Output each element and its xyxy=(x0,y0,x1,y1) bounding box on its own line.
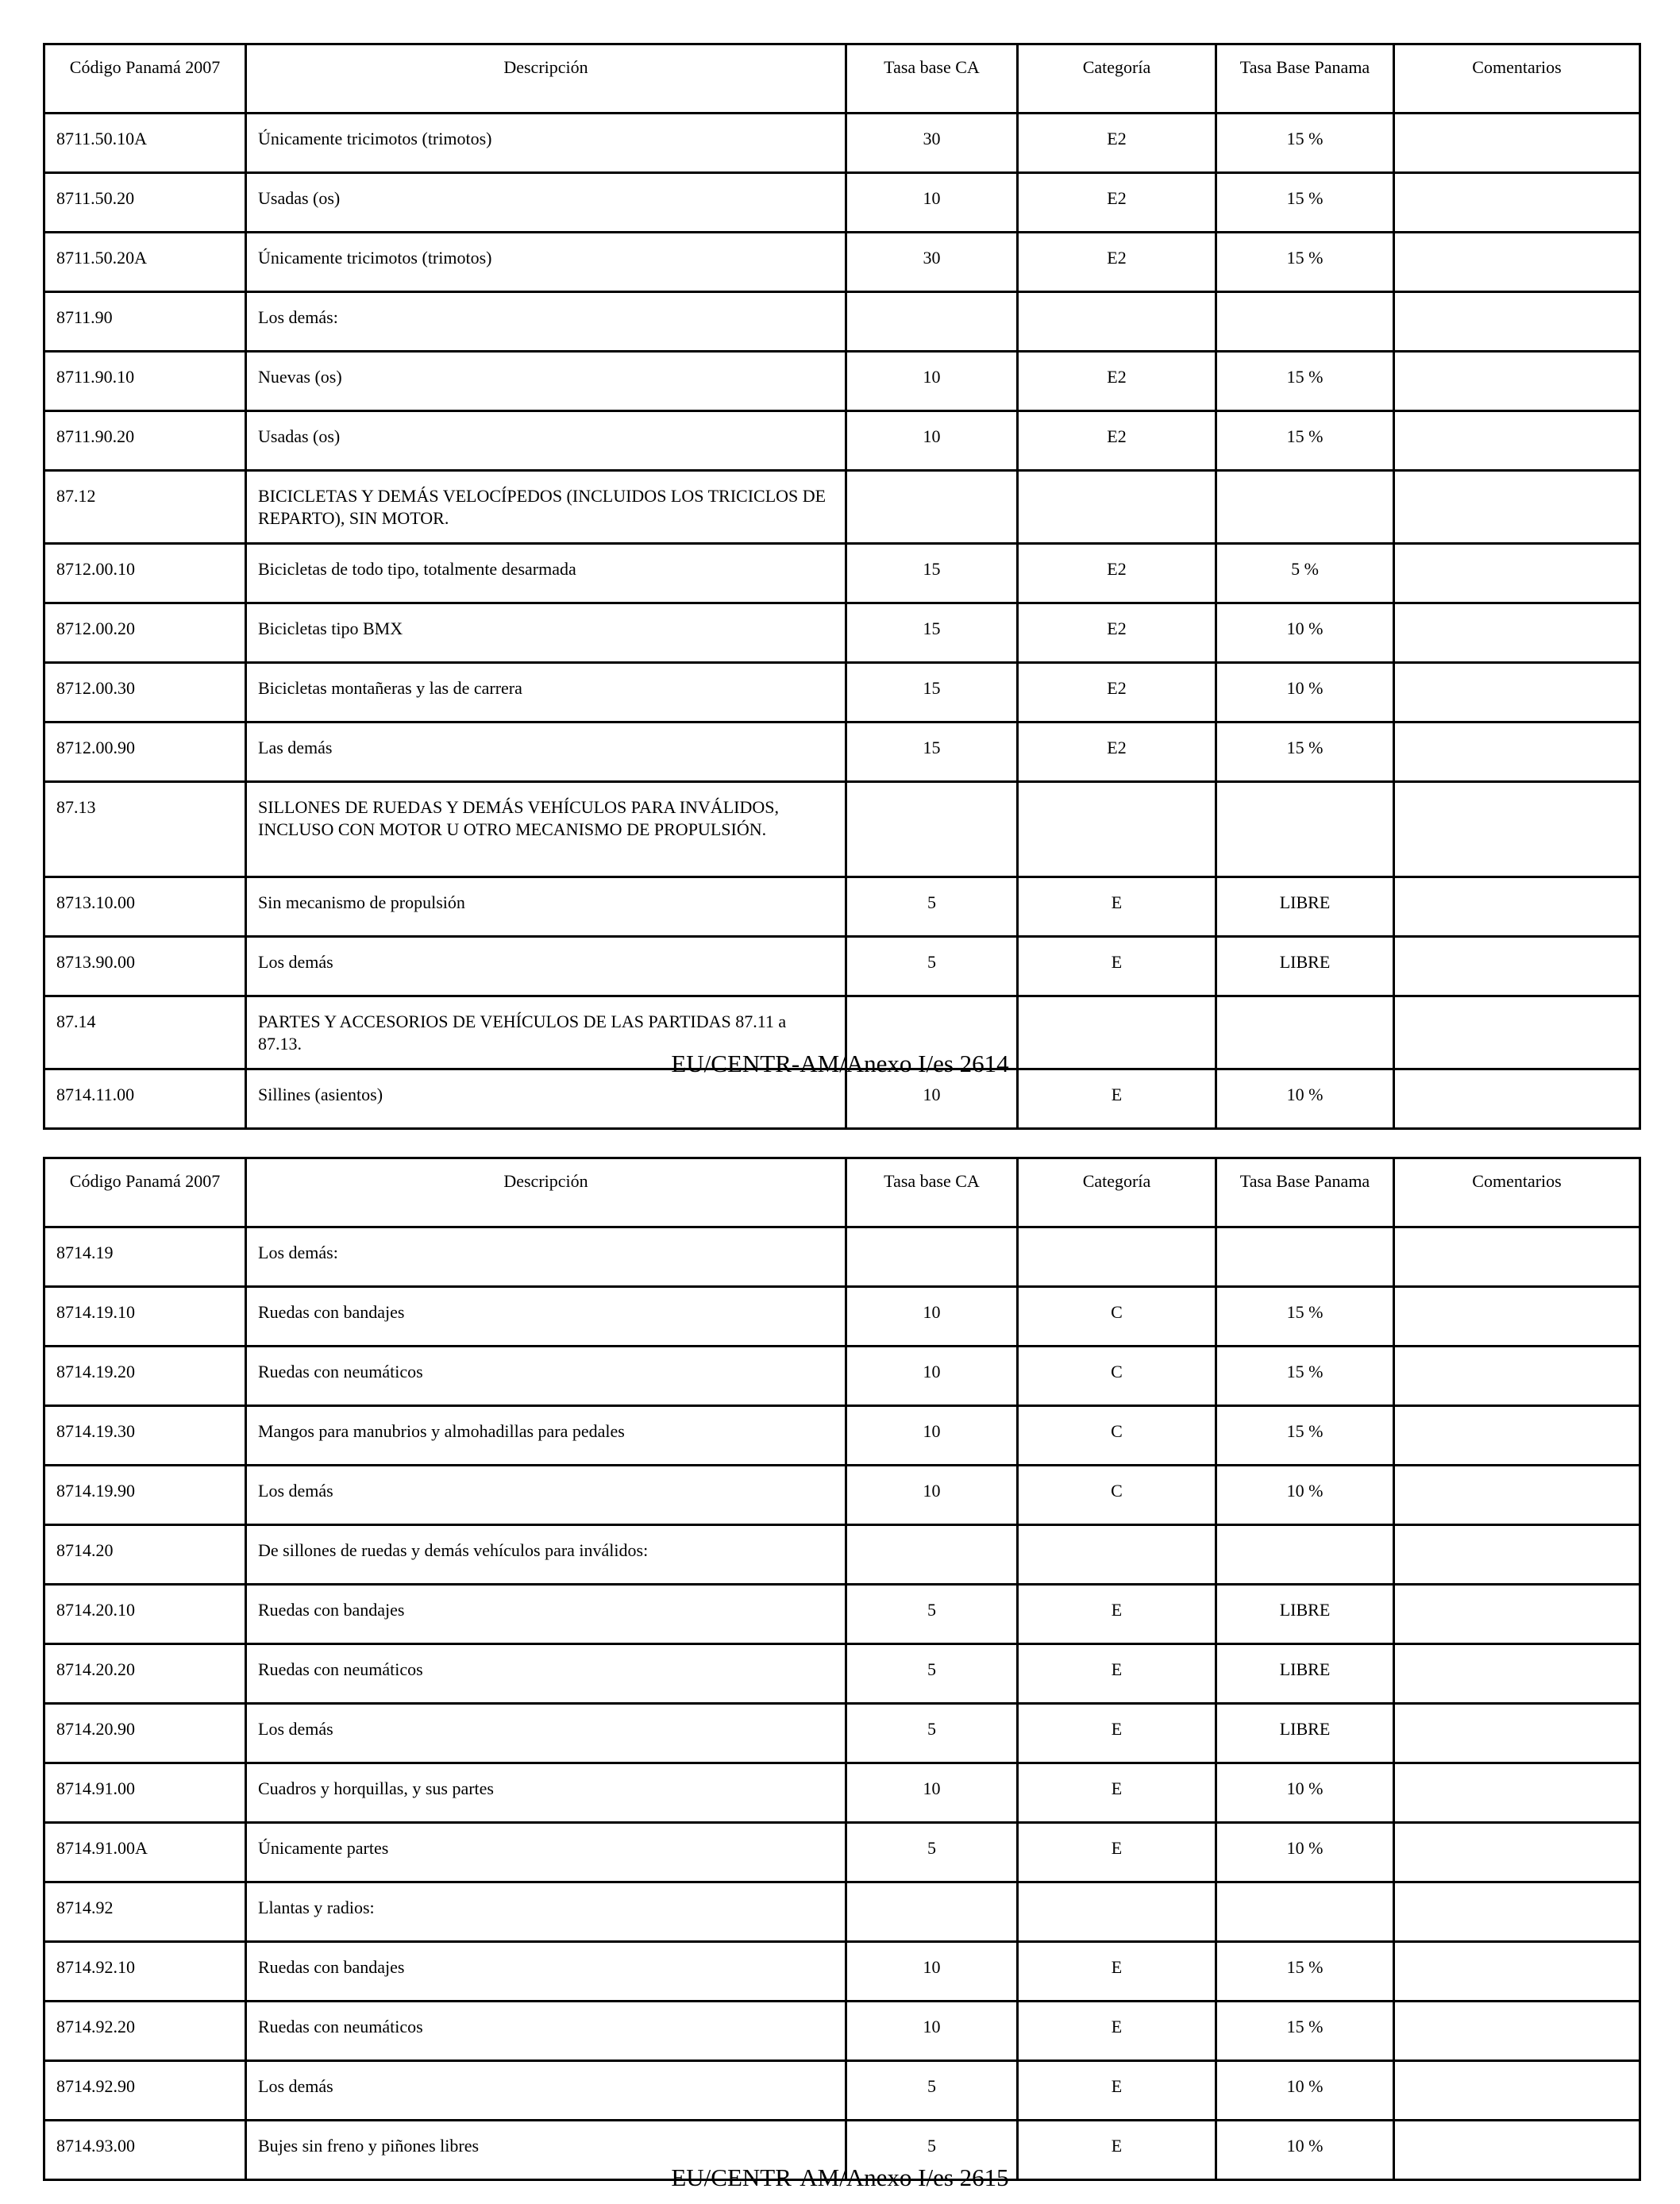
cell-tasa-ca: 10 xyxy=(846,1069,1018,1129)
table-header-row xyxy=(44,44,1640,114)
header-tasa-ca: Tasa base CA xyxy=(846,1158,1018,1227)
cell-tasa-ca: 10 xyxy=(846,352,1018,411)
cell-descripcion: Mangos para manubrios y almohadillas para pedales xyxy=(246,1406,846,1466)
header-comentarios: Comentarios xyxy=(1394,1158,1640,1227)
cell-tasa-panama: 10 % xyxy=(1216,2061,1394,2121)
cell-codigo: 8712.00.30 xyxy=(44,663,246,722)
cell-comentarios xyxy=(1394,544,1640,603)
cell-tasa-ca: 5 xyxy=(846,1704,1018,1763)
table-body-1 xyxy=(44,114,1640,1129)
cell-tasa-panama: LIBRE xyxy=(1216,1585,1394,1644)
table-row xyxy=(44,1882,1640,1942)
cell-comentarios xyxy=(1394,233,1640,292)
cell-categoria: E xyxy=(1018,937,1216,996)
cell-tasa-panama: 10 % xyxy=(1216,1466,1394,1525)
cell-descripcion: Ruedas con bandajes xyxy=(246,1942,846,2002)
cell-comentarios xyxy=(1394,1763,1640,1823)
cell-descripcion: Ruedas con bandajes xyxy=(246,1585,846,1644)
table-row xyxy=(44,1227,1640,1287)
cell-tasa-ca: 10 xyxy=(846,1287,1018,1347)
cell-tasa-ca: 15 xyxy=(846,663,1018,722)
cell-descripcion: Únicamente tricimotos (trimotos) xyxy=(246,233,846,292)
page-footer-2615: EU/CENTR-AM/Anexo I/es 2615 xyxy=(671,2164,1009,2191)
table-row xyxy=(44,1704,1640,1763)
cell-categoria: E xyxy=(1018,2002,1216,2061)
cell-categoria: E xyxy=(1018,1823,1216,1882)
cell-codigo: 8714.11.00 xyxy=(44,1069,246,1129)
cell-comentarios xyxy=(1394,1644,1640,1704)
table-body-2 xyxy=(44,1227,1640,2180)
table-row xyxy=(44,173,1640,233)
cell-comentarios xyxy=(1394,1347,1640,1406)
cell-tasa-ca: 5 xyxy=(846,2121,1018,2180)
cell-tasa-ca: 15 xyxy=(846,722,1018,782)
cell-codigo: 8714.20.20 xyxy=(44,1644,246,1704)
header-descripcion: Descripción xyxy=(246,1158,846,1227)
cell-tasa-panama: 5 % xyxy=(1216,544,1394,603)
cell-categoria xyxy=(1018,1227,1216,1287)
header-tasa-ca: Tasa base CA xyxy=(846,44,1018,114)
cell-tasa-panama: LIBRE xyxy=(1216,877,1394,937)
cell-tasa-panama: 15 % xyxy=(1216,233,1394,292)
cell-descripcion: Usadas (os) xyxy=(246,173,846,233)
cell-comentarios xyxy=(1394,603,1640,663)
cell-codigo: 8714.20.10 xyxy=(44,1585,246,1644)
table-row xyxy=(44,544,1640,603)
cell-codigo: 8714.92.20 xyxy=(44,2002,246,2061)
table-row xyxy=(44,782,1640,877)
cell-tasa-panama xyxy=(1216,1227,1394,1287)
cell-tasa-ca xyxy=(846,1882,1018,1942)
cell-categoria: C xyxy=(1018,1347,1216,1406)
cell-descripcion: Usadas (os) xyxy=(246,411,846,471)
cell-codigo: 8712.00.10 xyxy=(44,544,246,603)
cell-tasa-ca: 10 xyxy=(846,1763,1018,1823)
table-row xyxy=(44,1585,1640,1644)
cell-descripcion: Los demás xyxy=(246,1466,846,1525)
cell-categoria xyxy=(1018,292,1216,352)
cell-comentarios xyxy=(1394,722,1640,782)
cell-comentarios xyxy=(1394,2061,1640,2121)
header-categoria: Categoría xyxy=(1018,44,1216,114)
cell-tasa-ca: 5 xyxy=(846,1585,1018,1644)
cell-categoria: E2 xyxy=(1018,411,1216,471)
cell-codigo: 8713.90.00 xyxy=(44,937,246,996)
table-row xyxy=(44,1763,1640,1823)
cell-tasa-ca: 10 xyxy=(846,1406,1018,1466)
cell-codigo: 8711.50.20 xyxy=(44,173,246,233)
table-row xyxy=(44,292,1640,352)
cell-codigo: 8714.19.20 xyxy=(44,1347,246,1406)
cell-tasa-panama: LIBRE xyxy=(1216,937,1394,996)
cell-tasa-ca: 30 xyxy=(846,114,1018,173)
cell-codigo: 87.12 xyxy=(44,471,246,544)
cell-categoria: E xyxy=(1018,1763,1216,1823)
header-codigo: Código Panamá 2007 xyxy=(44,1158,246,1227)
cell-categoria: C xyxy=(1018,1287,1216,1347)
cell-tasa-ca: 30 xyxy=(846,233,1018,292)
cell-comentarios xyxy=(1394,663,1640,722)
cell-codigo: 8714.92.90 xyxy=(44,2061,246,2121)
cell-tasa-panama: 15 % xyxy=(1216,1406,1394,1466)
cell-tasa-ca xyxy=(846,1525,1018,1585)
header-tasa-panama: Tasa Base Panama xyxy=(1216,1158,1394,1227)
cell-categoria: E xyxy=(1018,2061,1216,2121)
cell-descripcion: BICICLETAS Y DEMÁS VELOCÍPEDOS (INCLUIDOS LOS TRICICLOS DE REPARTO), SIN MOTOR. xyxy=(246,471,846,544)
table-row xyxy=(44,1525,1640,1585)
cell-comentarios xyxy=(1394,411,1640,471)
tariff-table-2 xyxy=(43,1157,1641,2181)
cell-descripcion: SILLONES DE RUEDAS Y DEMÁS VEHÍCULOS PARA INVÁLIDOS, INCLUSO CON MOTOR U OTRO MECANISMO DE PROPULSIÓN. xyxy=(246,782,846,877)
cell-tasa-ca: 10 xyxy=(846,1347,1018,1406)
cell-categoria: E xyxy=(1018,2121,1216,2180)
cell-codigo: 8711.50.10A xyxy=(44,114,246,173)
cell-descripcion: Llantas y radios: xyxy=(246,1882,846,1942)
header-tasa-panama: Tasa Base Panama xyxy=(1216,44,1394,114)
cell-tasa-panama: 10 % xyxy=(1216,1069,1394,1129)
cell-comentarios xyxy=(1394,114,1640,173)
cell-tasa-ca: 15 xyxy=(846,544,1018,603)
cell-tasa-panama: LIBRE xyxy=(1216,1644,1394,1704)
cell-tasa-panama: 15 % xyxy=(1216,411,1394,471)
cell-tasa-ca: 5 xyxy=(846,2061,1018,2121)
cell-codigo: 87.14 xyxy=(44,996,246,1069)
cell-comentarios xyxy=(1394,1525,1640,1585)
cell-tasa-panama: 10 % xyxy=(1216,603,1394,663)
cell-tasa-panama: LIBRE xyxy=(1216,1704,1394,1763)
table-row xyxy=(44,114,1640,173)
cell-descripcion: Bicicletas tipo BMX xyxy=(246,603,846,663)
cell-categoria: E xyxy=(1018,1069,1216,1129)
cell-comentarios xyxy=(1394,1704,1640,1763)
cell-tasa-ca: 10 xyxy=(846,2002,1018,2061)
cell-categoria: C xyxy=(1018,1406,1216,1466)
cell-tasa-ca: 10 xyxy=(846,411,1018,471)
cell-comentarios xyxy=(1394,937,1640,996)
cell-categoria: E xyxy=(1018,1585,1216,1644)
table-row xyxy=(44,471,1640,544)
table-row xyxy=(44,1942,1640,2002)
cell-comentarios xyxy=(1394,1287,1640,1347)
cell-codigo: 8714.20 xyxy=(44,1525,246,1585)
cell-tasa-ca: 5 xyxy=(846,1823,1018,1882)
cell-tasa-panama: 15 % xyxy=(1216,1347,1394,1406)
table-row xyxy=(44,1644,1640,1704)
cell-tasa-ca: 5 xyxy=(846,937,1018,996)
cell-tasa-panama: 15 % xyxy=(1216,114,1394,173)
cell-tasa-panama: 10 % xyxy=(1216,663,1394,722)
cell-tasa-panama xyxy=(1216,471,1394,544)
cell-descripcion: Los demás xyxy=(246,1704,846,1763)
cell-comentarios xyxy=(1394,1942,1640,2002)
cell-categoria: E xyxy=(1018,1942,1216,2002)
cell-tasa-panama: 15 % xyxy=(1216,2002,1394,2061)
cell-codigo: 8714.19.10 xyxy=(44,1287,246,1347)
cell-tasa-ca: 15 xyxy=(846,603,1018,663)
cell-tasa-ca xyxy=(846,782,1018,877)
cell-tasa-ca xyxy=(846,1227,1018,1287)
cell-comentarios xyxy=(1394,471,1640,544)
header-descripcion: Descripción xyxy=(246,44,846,114)
cell-codigo: 8712.00.90 xyxy=(44,722,246,782)
cell-tasa-ca xyxy=(846,292,1018,352)
header-comentarios: Comentarios xyxy=(1394,44,1640,114)
cell-descripcion: Sin mecanismo de propulsión xyxy=(246,877,846,937)
cell-categoria: E2 xyxy=(1018,722,1216,782)
cell-comentarios xyxy=(1394,2002,1640,2061)
cell-categoria: E xyxy=(1018,1644,1216,1704)
cell-descripcion: Ruedas con neumáticos xyxy=(246,2002,846,2061)
table-row xyxy=(44,2061,1640,2121)
cell-descripcion: Bujes sin freno y piñones libres xyxy=(246,2121,846,2180)
table-row xyxy=(44,1466,1640,1525)
cell-comentarios xyxy=(1394,1823,1640,1882)
cell-tasa-panama: 15 % xyxy=(1216,1287,1394,1347)
table-row xyxy=(44,1823,1640,1882)
cell-tasa-panama xyxy=(1216,1882,1394,1942)
cell-categoria xyxy=(1018,1525,1216,1585)
cell-descripcion: Ruedas con neumáticos xyxy=(246,1347,846,1406)
cell-codigo: 8714.19.90 xyxy=(44,1466,246,1525)
cell-tasa-panama xyxy=(1216,292,1394,352)
cell-codigo: 8714.20.90 xyxy=(44,1704,246,1763)
cell-descripcion: Las demás xyxy=(246,722,846,782)
cell-tasa-ca: 5 xyxy=(846,1644,1018,1704)
table-row xyxy=(44,603,1640,663)
table-row xyxy=(44,663,1640,722)
cell-tasa-panama: 10 % xyxy=(1216,1763,1394,1823)
cell-tasa-panama: 15 % xyxy=(1216,1942,1394,2002)
cell-categoria: E xyxy=(1018,877,1216,937)
cell-tasa-panama: 10 % xyxy=(1216,1823,1394,1882)
cell-tasa-ca: 10 xyxy=(846,173,1018,233)
cell-categoria xyxy=(1018,782,1216,877)
cell-codigo: 8714.19 xyxy=(44,1227,246,1287)
cell-tasa-panama: 15 % xyxy=(1216,352,1394,411)
cell-categoria xyxy=(1018,471,1216,544)
cell-descripcion: Los demás: xyxy=(246,1227,846,1287)
cell-comentarios xyxy=(1394,1882,1640,1942)
cell-descripcion: Bicicletas montañeras y las de carrera xyxy=(246,663,846,722)
cell-descripcion: Cuadros y horquillas, y sus partes xyxy=(246,1763,846,1823)
cell-tasa-panama xyxy=(1216,1525,1394,1585)
cell-codigo: 8711.90.10 xyxy=(44,352,246,411)
cell-descripcion: De sillones de ruedas y demás vehículos para inválidos: xyxy=(246,1525,846,1585)
cell-categoria: E2 xyxy=(1018,544,1216,603)
cell-categoria xyxy=(1018,1882,1216,1942)
cell-descripcion: Sillines (asientos) xyxy=(246,1069,846,1129)
cell-categoria: E xyxy=(1018,1704,1216,1763)
cell-tasa-ca: 5 xyxy=(846,877,1018,937)
table-row xyxy=(44,1287,1640,1347)
cell-descripcion: PARTES Y ACCESORIOS DE VEHÍCULOS DE LAS PARTIDAS 87.11 a 87.13. xyxy=(246,996,846,1069)
cell-descripcion: Los demás: xyxy=(246,292,846,352)
cell-codigo: 87.13 xyxy=(44,782,246,877)
table-row xyxy=(44,877,1640,937)
cell-tasa-panama xyxy=(1216,782,1394,877)
cell-codigo: 8714.92.10 xyxy=(44,1942,246,2002)
cell-descripcion: Ruedas con bandajes xyxy=(246,1287,846,1347)
header-codigo: Código Panamá 2007 xyxy=(44,44,246,114)
table-row xyxy=(44,722,1640,782)
cell-comentarios xyxy=(1394,1585,1640,1644)
cell-comentarios xyxy=(1394,173,1640,233)
header-categoria: Categoría xyxy=(1018,1158,1216,1227)
cell-categoria: C xyxy=(1018,1466,1216,1525)
cell-codigo: 8713.10.00 xyxy=(44,877,246,937)
cell-comentarios xyxy=(1394,877,1640,937)
cell-categoria: E2 xyxy=(1018,663,1216,722)
table-row xyxy=(44,233,1640,292)
cell-codigo: 8711.50.20A xyxy=(44,233,246,292)
cell-codigo: 8711.90.20 xyxy=(44,411,246,471)
table-row xyxy=(44,2002,1640,2061)
cell-codigo: 8714.91.00A xyxy=(44,1823,246,1882)
cell-categoria: E2 xyxy=(1018,603,1216,663)
cell-comentarios xyxy=(1394,1227,1640,1287)
table-row xyxy=(44,937,1640,996)
table-header-row xyxy=(44,1158,1640,1227)
cell-codigo: 8714.19.30 xyxy=(44,1406,246,1466)
table-row xyxy=(44,352,1640,411)
tariff-table-1 xyxy=(43,43,1641,1130)
page-footer-2614: EU/CENTR-AM/Anexo I/es 2614 xyxy=(671,1050,1009,1077)
cell-codigo: 8712.00.20 xyxy=(44,603,246,663)
cell-tasa-panama: 10 % xyxy=(1216,2121,1394,2180)
cell-comentarios xyxy=(1394,352,1640,411)
cell-codigo: 8714.92 xyxy=(44,1882,246,1942)
cell-categoria: E2 xyxy=(1018,173,1216,233)
cell-categoria: E2 xyxy=(1018,352,1216,411)
cell-comentarios xyxy=(1394,1406,1640,1466)
cell-descripcion: Ruedas con neumáticos xyxy=(246,1644,846,1704)
cell-descripcion: Nuevas (os) xyxy=(246,352,846,411)
cell-tasa-ca xyxy=(846,471,1018,544)
cell-descripcion: Únicamente partes xyxy=(246,1823,846,1882)
cell-codigo: 8714.91.00 xyxy=(44,1763,246,1823)
cell-tasa-panama: 15 % xyxy=(1216,722,1394,782)
cell-tasa-panama: 15 % xyxy=(1216,173,1394,233)
table-row xyxy=(44,1347,1640,1406)
table-row xyxy=(44,411,1640,471)
cell-descripcion: Únicamente tricimotos (trimotos) xyxy=(246,114,846,173)
cell-codigo: 8714.93.00 xyxy=(44,2121,246,2180)
cell-tasa-ca: 10 xyxy=(846,1942,1018,2002)
cell-descripcion: Los demás xyxy=(246,937,846,996)
cell-comentarios xyxy=(1394,292,1640,352)
cell-codigo: 8711.90 xyxy=(44,292,246,352)
cell-categoria: E2 xyxy=(1018,114,1216,173)
cell-comentarios xyxy=(1394,1466,1640,1525)
table-row xyxy=(44,1406,1640,1466)
cell-categoria: E2 xyxy=(1018,233,1216,292)
cell-comentarios xyxy=(1394,782,1640,877)
cell-descripcion: Los demás xyxy=(246,2061,846,2121)
cell-tasa-ca: 10 xyxy=(846,1466,1018,1525)
cell-descripcion: Bicicletas de todo tipo, totalmente desarmada xyxy=(246,544,846,603)
